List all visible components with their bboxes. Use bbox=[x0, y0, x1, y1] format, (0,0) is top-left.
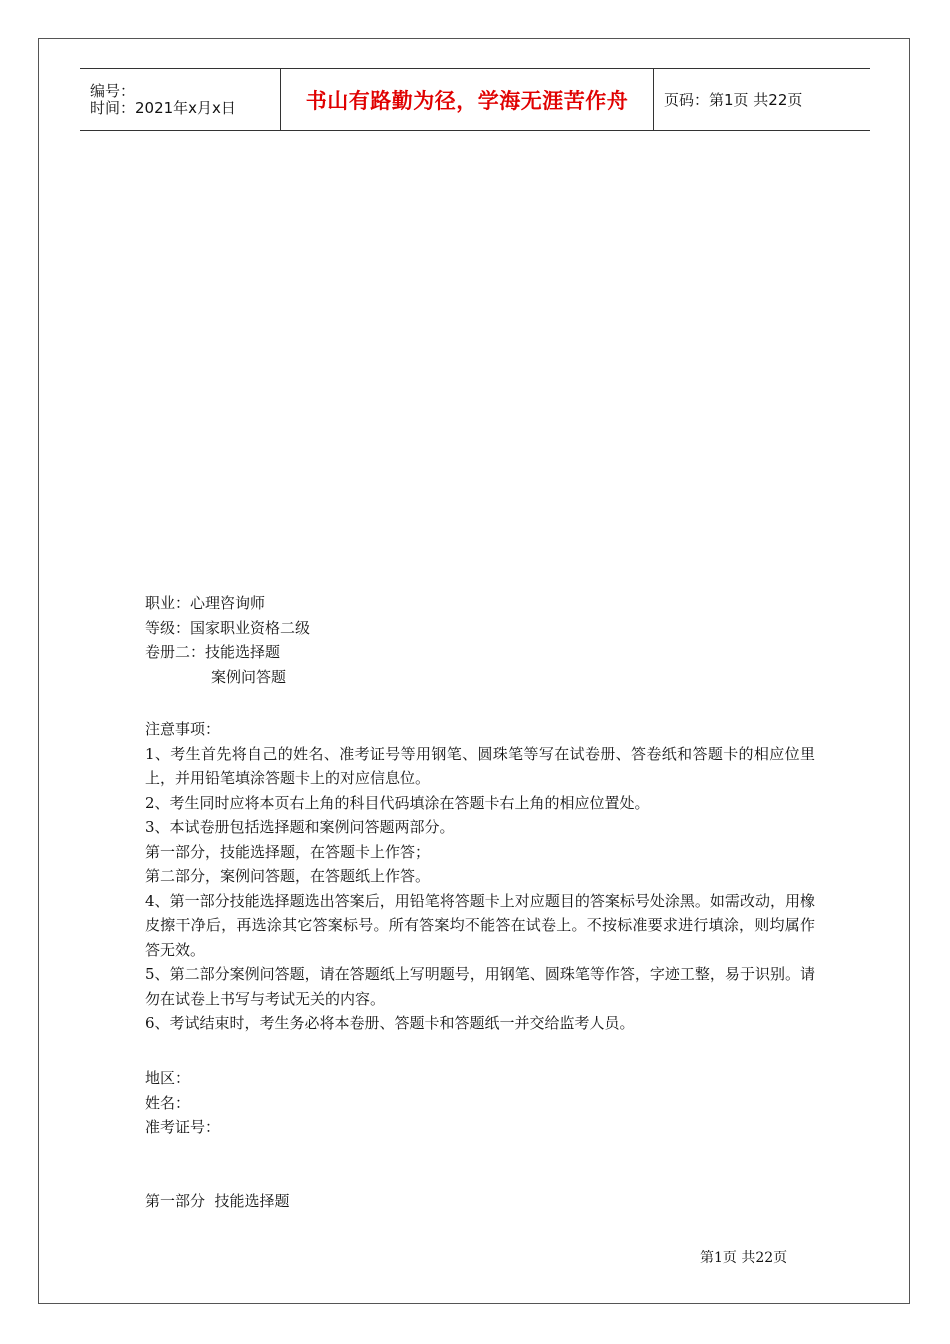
cover-info bbox=[145, 591, 815, 689]
header-motto bbox=[281, 69, 654, 130]
notice-item: 第二部分，案例问答题，在答题纸上作答。 bbox=[145, 867, 431, 885]
notice-item: 4、第一部分技能选择题选出答案后，用铅笔将答题卡上对应题目的答案标号处涂黑。如需改动，用橡皮擦干净后，再选涂其它答案标号。所有答案均不能答在试卷上。不按标准要求进行填涂，则均属作答无效。 bbox=[145, 891, 815, 959]
occupation-line: 职业：心理咨询师 bbox=[145, 594, 266, 612]
serial-label: 编号： bbox=[90, 81, 136, 100]
motto-text: 书山有路勤为径，学海无涯苦作舟 bbox=[305, 88, 629, 113]
section-heading bbox=[145, 1189, 815, 1214]
region-field: 地区： bbox=[145, 1069, 191, 1087]
notice-item: 5、第二部分案例问答题，请在答题纸上写明题号，用钢笔、圆珠笔等作答，字迹工整，易于识别。请勿在试卷上书写与考试无关的内容。 bbox=[145, 965, 815, 1008]
candidate-fields bbox=[145, 1066, 815, 1140]
notice-title: 注意事项： bbox=[145, 720, 221, 738]
header-meta bbox=[80, 69, 281, 130]
notice-item: 2、考生同时应将本页右上角的科目代码填涂在答题卡右上角的相应位置处。 bbox=[145, 793, 650, 812]
exam-id-field: 准考证号： bbox=[145, 1118, 221, 1136]
footer-page-number: 第1页 共22页 bbox=[700, 1250, 788, 1266]
header-page bbox=[654, 69, 870, 130]
page-header bbox=[80, 68, 870, 131]
section-heading-text: 第一部分 技能选择题 bbox=[145, 1192, 290, 1210]
notice-item: 1、考生首先将自己的姓名、准考证号等用钢笔、圆珠笔等写在试卷册、答卷纸和答题卡的相应位里上，并用铅笔填涂答题卡上的对应信息位。 bbox=[145, 744, 815, 787]
time-label: 时间：2021年x月x日 bbox=[90, 98, 236, 117]
notice-item: 6、考试结束时，考生务必将本卷册、答题卡和答题纸一并交给监考人员。 bbox=[145, 1014, 635, 1032]
header-page-label: 页码：第1页 共22页 bbox=[664, 91, 803, 109]
notice-item: 3、本试卷册包括选择题和案例问答题两部分。 bbox=[145, 818, 455, 836]
notice-block bbox=[145, 717, 815, 1036]
name-field: 姓名： bbox=[145, 1093, 191, 1112]
level-line: 等级：国家职业资格二级 bbox=[145, 618, 311, 637]
volume-sub-line: 案例问答题 bbox=[211, 667, 287, 686]
volume-line: 卷册二：技能选择题 bbox=[145, 643, 281, 661]
notice-item: 第一部分，技能选择题，在答题卡上作答； bbox=[145, 842, 431, 861]
